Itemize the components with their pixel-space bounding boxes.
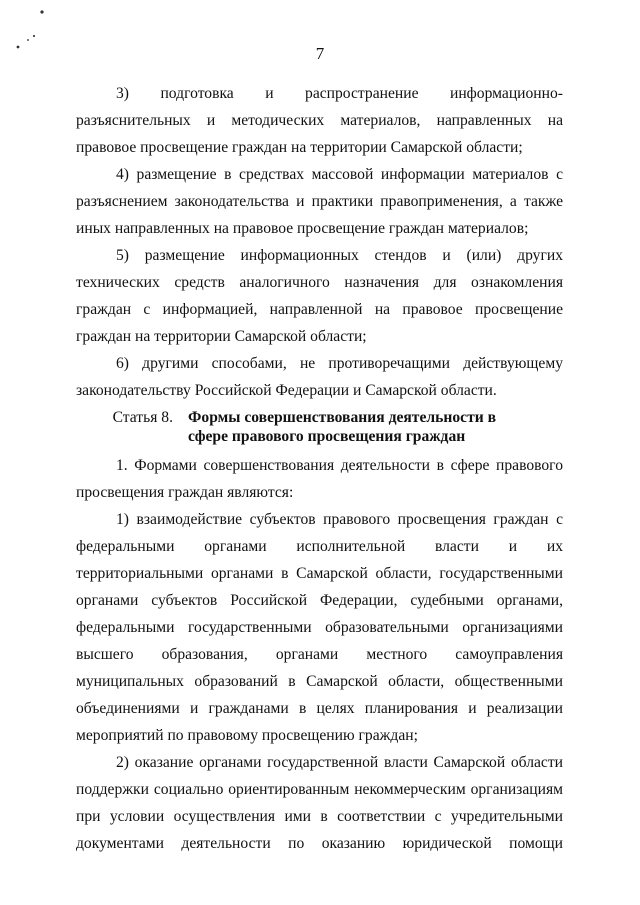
- article-heading: [76, 404, 563, 452]
- paragraph-subitem-1: 1) взаимодействие субъектов правового просвещения граждан с федеральными органами исполнительной власти и их территориальными органами в Самарской области, государственными органами субъектов Российской Федерации, судебными органами, федеральными государственными образовательными организациями высшего образования, органами местного самоуправления муниципальных образований в Самарской области, общественными объединениями и гражданами в целях планирования и реализации мероприятий по правовому просвещению граждан;: [76, 511, 563, 744]
- paragraph-item-6: 6) другими способами, не противоречащими действующему законодательству Российской Федерации и Самарской области.: [76, 355, 563, 399]
- paragraph-clause-1: 1. Формами совершенствования деятельности в сфере правового просвещения граждан являются:: [76, 457, 563, 501]
- paragraph-item-4: 4) размещение в средствах массовой информации материалов с разъяснением законодательства и практики правоприменения, а также иных направленных на правовое просвещение граждан материалов;: [76, 166, 563, 237]
- article-label: Статья 8.: [112, 409, 173, 426]
- article-title: Формы совершенствования деятельности в сфере правового просвещения граждан: [188, 409, 497, 445]
- paragraph-item-5: 5) размещение информационных стендов и (или) других технических средств аналогичного назначения для ознакомления граждан с информацией, направленной на правовое просвещение граждан на территории Самарской области;: [76, 247, 563, 345]
- paragraph-item-3: 3) подготовка и распространение информационно-разъяснительных и методических материалов, направленных на правовое просвещение граждан на территории Самарской области;: [76, 85, 563, 156]
- document-body: [76, 80, 563, 857]
- paragraph-subitem-2: 2) оказание органами государственной власти Самарской области поддержки социально ориентированным некоммерческим организациям при условии осуществления ими в соответствии с учредительными документами деятельности по оказанию юридической помощи: [76, 754, 563, 852]
- page-number: 7: [315, 44, 325, 63]
